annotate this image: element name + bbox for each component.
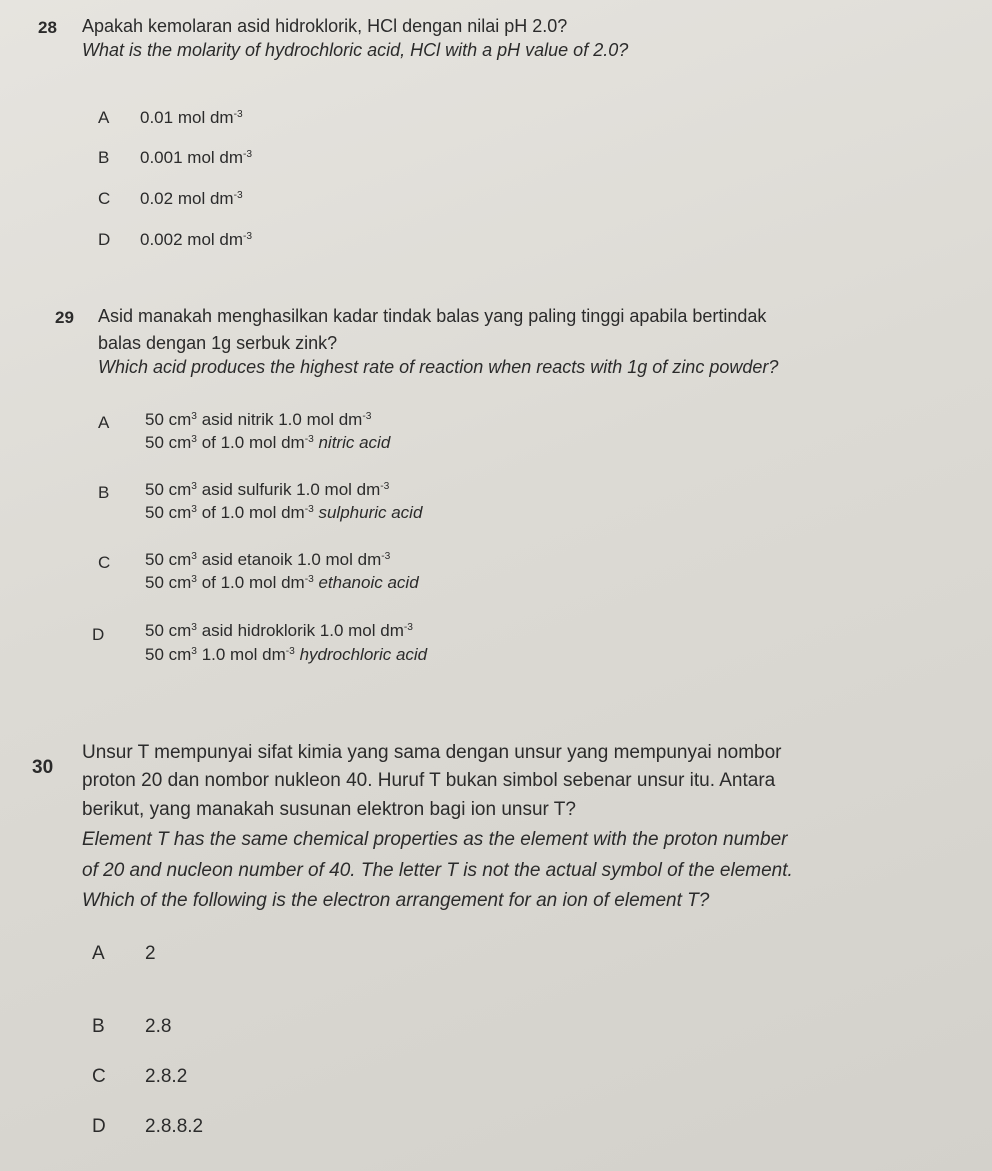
question-number-30: 30 <box>32 757 54 778</box>
question-30-text-english-line3: Which of the following is the electron arrangement for an ion of element T? <box>82 890 710 911</box>
question-30-text-malay-line1: Unsur T mempunyai sifat kimia yang sama dengan unsur yang mempunyai nombor <box>82 742 782 763</box>
question-28-text-malay: Apakah kemolaran asid hidroklorik, HCl dengan nilai pH 2.0? <box>82 16 568 36</box>
question-30-text-english-line2: of 20 and nucleon number of 40. The letter T is not the actual symbol of the element. <box>82 860 793 881</box>
question-30-text-malay-line2: proton 20 dan nombor nukleon 40. Huruf T bukan simbol sebenar unsur itu. Antara <box>82 770 776 791</box>
question-29-text-english: Which acid produces the highest rate of reaction when reacts with 1g of zinc powder? <box>98 357 779 377</box>
question-28-text-english: What is the molarity of hydrochloric acid, HCl with a pH value of 2.0? <box>82 40 629 60</box>
question-number-28: 28 <box>38 18 57 37</box>
question-number-29: 29 <box>55 308 74 327</box>
question-29-text-malay-line1: Asid manakah menghasilkan kadar tindak balas yang paling tinggi apabila bertindak <box>98 306 767 326</box>
question-30-text-malay-line3: berikut, yang manakah susunan elektron bagi ion unsur T? <box>82 799 576 820</box>
question-30-text-english-line1: Element T has the same chemical properties as the element with the proton number <box>82 829 788 850</box>
question-29-text-malay-line2: balas dengan 1g serbuk zink? <box>98 333 338 353</box>
